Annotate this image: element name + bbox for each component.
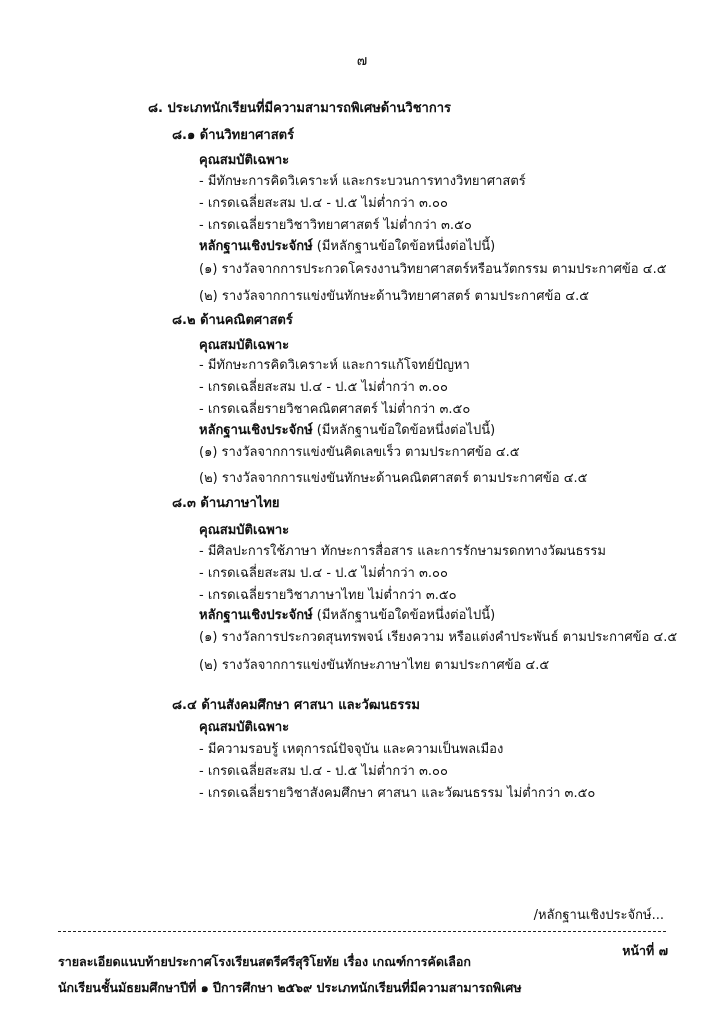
evidence-item: (๒) รางวัลจากการแข่งขันทักษะด้านคณิตศาสตร์ ตามประกาศข้อ ๔.๕ (199, 471, 588, 486)
qualification-heading: คุณสมบัติเฉพาะ (199, 338, 290, 353)
continuation-note: /หลักฐานเชิงประจักษ์... (533, 908, 664, 923)
evidence-note: (มีหลักฐานข้อใดข้อหนึ่งต่อไปนี้) (312, 608, 496, 623)
subsection-heading: ๘.๑ ด้านวิทยาศาสตร์ (172, 128, 295, 143)
subsection-heading: ๘.๔ ด้านสังคมศึกษา ศาสนา และวัฒนธรรม (172, 698, 420, 713)
evidence-note: (มีหลักฐานข้อใดข้อหนึ่งต่อไปนี้) (312, 239, 496, 254)
qualification-item: - มีความรอบรู้ เหตุการณ์ปัจจุบัน และความเป็นพลเมือง (199, 742, 504, 757)
footer-line-1: รายละเอียดแนบท้ายประกาศโรงเรียนสตรีศรีสุริโยทัย เรื่อง เกณฑ์การคัดเลือก (58, 954, 472, 969)
section-title: ๘. ประเภทนักเรียนที่มีความสามารถพิเศษด้านวิชาการ (148, 101, 451, 116)
qualification-item: - เกรดเฉลี่ยสะสม ป.๔ - ป.๕ ไม่ต่ำกว่า ๓.๐๐ (199, 764, 448, 779)
evidence-heading-line (199, 607, 495, 625)
evidence-heading-line (199, 422, 495, 440)
qualification-item: - เกรดเฉลี่ยรายวิชาคณิตศาสตร์ ไม่ต่ำกว่า ๓.๕๐ (199, 402, 471, 417)
evidence-heading: หลักฐานเชิงประจักษ์ (199, 239, 313, 254)
evidence-item: (๒) รางวัลจากการแข่งขันทักษะด้านวิทยาศาสตร์ ตามประกาศข้อ ๔.๕ (199, 289, 590, 304)
evidence-heading: หลักฐานเชิงประจักษ์ (199, 423, 313, 438)
qualification-item: - เกรดเฉลี่ยสะสม ป.๔ - ป.๕ ไม่ต่ำกว่า ๓.๐๐ (199, 196, 448, 211)
qualification-item: - มีทักษะการคิดวิเคราะห์ และการแก้โจทย์ปัญหา (199, 358, 470, 373)
footer-page-label: หน้าที่ ๗ (622, 943, 668, 958)
footer-divider (58, 931, 666, 932)
qualification-item: - เกรดเฉลี่ยสะสม ป.๔ - ป.๕ ไม่ต่ำกว่า ๓.๐๐ (199, 566, 448, 581)
qualification-item: - เกรดเฉลี่ยรายวิชาภาษาไทย ไม่ต่ำกว่า ๓.๕๐ (199, 588, 457, 603)
evidence-item: (๒) รางวัลจากการแข่งขันทักษะภาษาไทย ตามประกาศข้อ ๔.๕ (199, 658, 550, 673)
evidence-heading: หลักฐานเชิงประจักษ์ (199, 608, 313, 623)
evidence-item: (๑) รางวัลจากการประกวดโครงงานวิทยาศาสตร์หรือนวัตกรรม ตามประกาศข้อ ๔.๕ (199, 262, 667, 277)
qualification-item: - เกรดเฉลี่ยรายวิชาวิทยาศาสตร์ ไม่ต่ำกว่า ๓.๕๐ (199, 218, 472, 233)
footer-line-2: นักเรียนชั้นมัธยมศึกษาปีที่ ๑ ปีการศึกษา ๒๕๖๙ ประเภทนักเรียนที่มีความสามารถพิเศษ (58, 980, 522, 995)
evidence-item: (๑) รางวัลจากการแข่งขันคิดเลขเร็ว ตามประกาศข้อ ๔.๕ (199, 445, 520, 460)
evidence-heading-line (199, 238, 495, 256)
footer (58, 943, 668, 1001)
page-number: ๗ (356, 53, 368, 69)
subsection-heading: ๘.๓ ด้านภาษาไทย (172, 496, 280, 511)
qualification-heading: คุณสมบัติเฉพาะ (199, 153, 290, 168)
evidence-note: (มีหลักฐานข้อใดข้อหนึ่งต่อไปนี้) (312, 423, 496, 438)
qualification-item: - เกรดเฉลี่ยสะสม ป.๔ - ป.๕ ไม่ต่ำกว่า ๓.๐๐ (199, 380, 448, 395)
qualification-heading: คุณสมบัติเฉพาะ (199, 720, 290, 735)
qualification-item: - มีศิลปะการใช้ภาษา ทักษะการสื่อสาร และการรักษามรดกทางวัฒนธรรม (199, 544, 606, 559)
subsection-heading: ๘.๒ ด้านคณิตศาสตร์ (172, 313, 293, 328)
qualification-item: - มีทักษะการคิดวิเคราะห์ และกระบวนการทางวิทยาศาสตร์ (199, 174, 526, 189)
evidence-item: (๑) รางวัลการประกวดสุนทรพจน์ เรียงความ หรือแต่งคำประพันธ์ ตามประกาศข้อ ๔.๕ (199, 630, 678, 645)
qualification-item: - เกรดเฉลี่ยรายวิชาสังคมศึกษา ศาสนา และวัฒนธรรม ไม่ต่ำกว่า ๓.๕๐ (199, 786, 596, 801)
qualification-heading: คุณสมบัติเฉพาะ (199, 523, 290, 538)
